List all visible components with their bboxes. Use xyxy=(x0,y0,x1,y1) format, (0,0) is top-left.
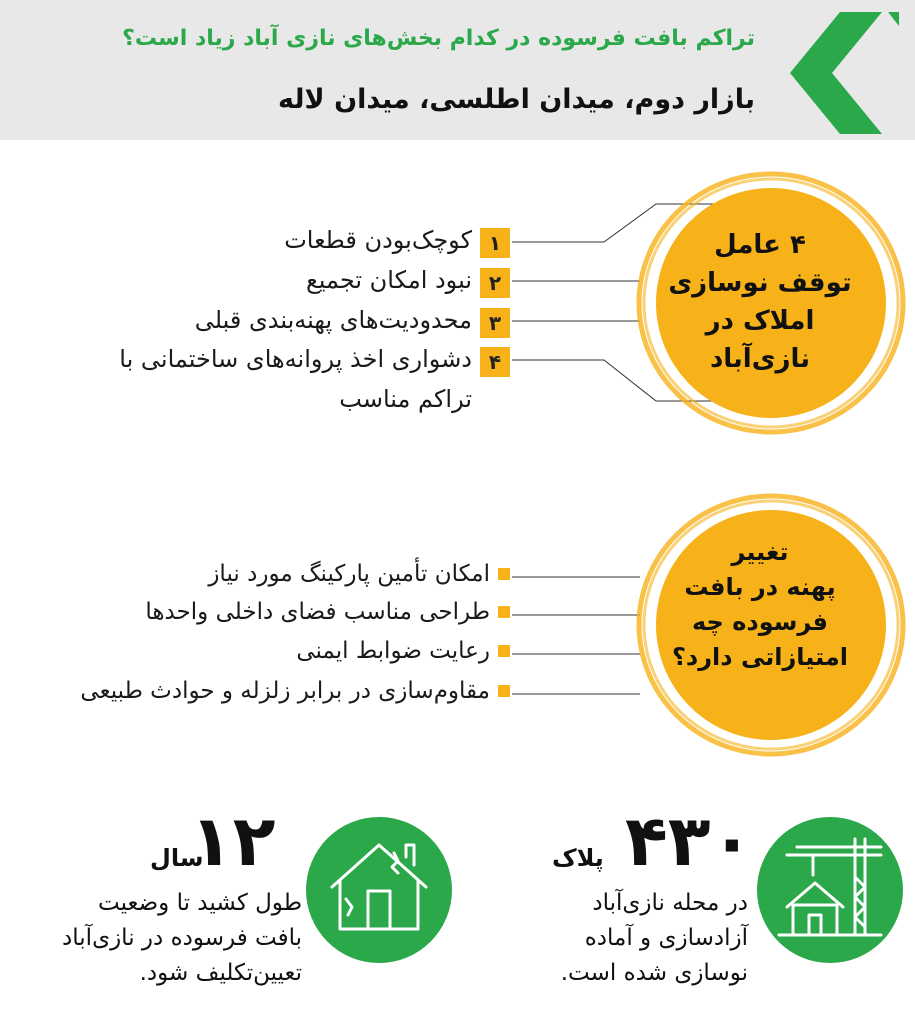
plates-desc-line: در محله نازی‌آباد xyxy=(592,890,748,916)
plates-unit: پلاک xyxy=(552,844,604,872)
years-number: ۱۲ xyxy=(190,800,276,882)
benefits-circle-title xyxy=(655,535,865,675)
broken-house-icon xyxy=(306,817,452,963)
benefit-item xyxy=(208,561,510,587)
plates-desc-line: آزادسازی و آماده xyxy=(584,925,748,951)
bullet-square-icon xyxy=(498,685,510,697)
benefit-text: امکان تأمین پارکینگ مورد نیاز xyxy=(208,561,490,587)
benefit-item xyxy=(145,599,510,625)
plates-description xyxy=(488,886,748,991)
factors-title-line: توقف نوسازی xyxy=(668,268,852,298)
benefits-title-line: امتیازاتی دارد؟ xyxy=(672,643,848,671)
factors-title-line: نازی‌آباد xyxy=(709,344,811,374)
years-desc-line: تعیین‌تکلیف شود. xyxy=(139,960,302,986)
factor-text: نبود امکان تجمیع xyxy=(305,266,472,294)
factor-text-line: تراکم مناسب xyxy=(339,385,472,413)
factors-circle-title xyxy=(655,226,865,378)
factor-item xyxy=(119,345,510,419)
crane-house-icon xyxy=(757,817,903,963)
factor-item xyxy=(306,266,510,300)
factor-text: محدودیت‌های پهنه‌بندی قبلی xyxy=(194,306,472,334)
factors-title-line: ۴ عامل xyxy=(714,230,806,260)
benefit-text: رعایت ضوابط ایمنی xyxy=(296,638,490,664)
benefits-title-line: پهنه در بافت xyxy=(684,573,836,601)
factor-text: کوچک‌بودن قطعات xyxy=(284,226,472,254)
factor-number: ۴ xyxy=(480,347,510,377)
benefits-title-line: تغییر xyxy=(731,538,789,566)
factor-number: ۲ xyxy=(480,268,510,298)
factor-text xyxy=(119,339,472,419)
plates-desc-line: نوسازی شده است. xyxy=(560,960,748,986)
bullet-square-icon xyxy=(498,606,510,618)
benefit-text: طراحی مناسب فضای داخلی واحدها xyxy=(145,599,490,625)
factor-item xyxy=(284,226,510,260)
question-title: تراکم بافت فرسوده در کدام بخش‌های نازی آباد زیاد است؟ xyxy=(122,26,755,51)
plates-number: ۴۳۰ xyxy=(625,800,754,882)
factors-title-line: املاک در xyxy=(705,306,815,336)
factor-number: ۳ xyxy=(480,308,510,338)
benefit-item xyxy=(80,678,510,704)
bullet-square-icon xyxy=(498,568,510,580)
bullet-square-icon xyxy=(498,645,510,657)
factor-item xyxy=(195,306,510,340)
factor-text-line: دشواری اخذ پروانه‌های ساختمانی با xyxy=(119,345,472,373)
years-desc-line: بافت فرسوده در نازی‌آباد xyxy=(62,925,302,951)
factor-number: ۱ xyxy=(480,228,510,258)
years-description xyxy=(12,886,302,991)
answer-subtitle: بازار دوم، میدان اطلسی، میدان لاله xyxy=(278,84,755,115)
benefits-title-line: فرسوده چه xyxy=(692,608,828,636)
years-unit: سال xyxy=(150,844,204,872)
benefit-text: مقاوم‌سازی در برابر زلزله و حوادث طبیعی xyxy=(80,678,490,704)
years-desc-line: طول کشید تا وضعیت xyxy=(98,890,302,916)
benefit-item xyxy=(296,638,510,664)
